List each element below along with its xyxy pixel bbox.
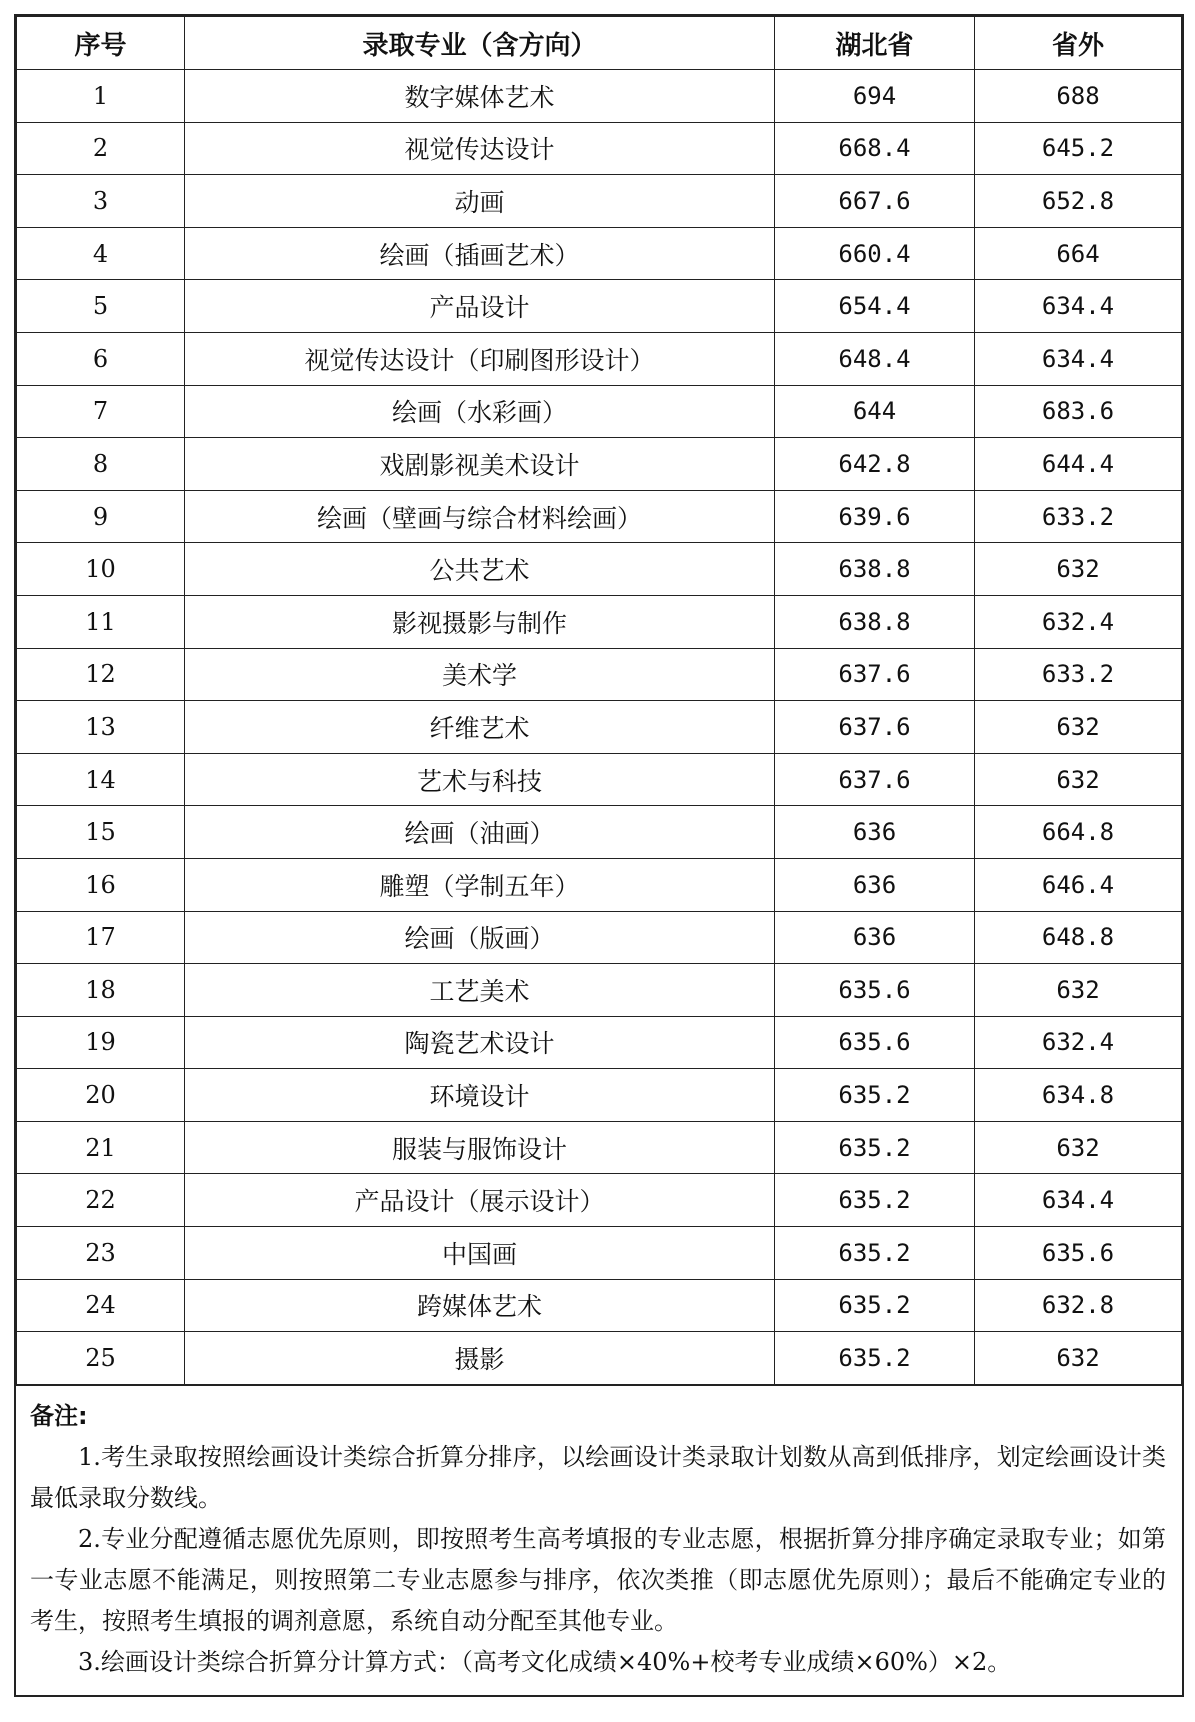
row-outside-score-cell: 664.8 <box>975 806 1182 859</box>
header-major: 录取专业（含方向） <box>185 17 775 70</box>
row-hubei-score-cell: 642.8 <box>775 438 975 491</box>
row-major-cell: 动画 <box>185 175 775 228</box>
row-hubei-score-cell: 668.4 <box>775 122 975 175</box>
table-row <box>17 175 1182 228</box>
row-hubei-score-cell: 639.6 <box>775 490 975 543</box>
table-row <box>17 1121 1182 1174</box>
table-row <box>17 1016 1182 1069</box>
row-index-cell: 20 <box>17 1069 185 1122</box>
row-major-cell: 雕塑（学制五年） <box>185 858 775 911</box>
row-outside-score-cell: 632 <box>975 964 1182 1017</box>
row-outside-score-cell: 688 <box>975 70 1182 123</box>
row-hubei-score-cell: 635.2 <box>775 1121 975 1174</box>
row-major-cell: 艺术与科技 <box>185 753 775 806</box>
row-hubei-score-cell: 637.6 <box>775 648 975 701</box>
row-outside-score-cell: 645.2 <box>975 122 1182 175</box>
row-major-cell: 纤维艺术 <box>185 701 775 754</box>
row-major-cell: 摄影 <box>185 1332 775 1385</box>
header-hubei: 湖北省 <box>775 17 975 70</box>
row-major-cell: 绘画（插画艺术） <box>185 227 775 280</box>
row-major-cell: 绘画（水彩画） <box>185 385 775 438</box>
row-hubei-score-cell: 660.4 <box>775 227 975 280</box>
table-row <box>17 1069 1182 1122</box>
row-index-cell: 15 <box>17 806 185 859</box>
table-row <box>17 122 1182 175</box>
row-outside-score-cell: 634.8 <box>975 1069 1182 1122</box>
row-index-cell: 12 <box>17 648 185 701</box>
row-index-cell: 17 <box>17 911 185 964</box>
row-index-cell: 18 <box>17 964 185 1017</box>
row-hubei-score-cell: 635.2 <box>775 1069 975 1122</box>
row-major-cell: 工艺美术 <box>185 964 775 1017</box>
row-hubei-score-cell: 635.6 <box>775 1016 975 1069</box>
row-outside-score-cell: 633.2 <box>975 490 1182 543</box>
row-hubei-score-cell: 635.2 <box>775 1332 975 1385</box>
row-outside-score-cell: 652.8 <box>975 175 1182 228</box>
row-major-cell: 公共艺术 <box>185 543 775 596</box>
row-outside-score-cell: 632 <box>975 543 1182 596</box>
row-index-cell: 8 <box>17 438 185 491</box>
table-row <box>17 806 1182 859</box>
row-hubei-score-cell: 637.6 <box>775 701 975 754</box>
row-hubei-score-cell: 654.4 <box>775 280 975 333</box>
row-index-cell: 5 <box>17 280 185 333</box>
row-major-cell: 数字媒体艺术 <box>185 70 775 123</box>
row-hubei-score-cell: 648.4 <box>775 332 975 385</box>
admission-score-table <box>16 16 1182 1385</box>
row-hubei-score-cell: 635.2 <box>775 1174 975 1227</box>
row-major-cell: 服装与服饰设计 <box>185 1121 775 1174</box>
table-body <box>17 70 1182 1385</box>
row-hubei-score-cell: 635.2 <box>775 1279 975 1332</box>
row-index-cell: 11 <box>17 595 185 648</box>
table-row <box>17 332 1182 385</box>
row-outside-score-cell: 632.8 <box>975 1279 1182 1332</box>
row-hubei-score-cell: 636 <box>775 858 975 911</box>
row-index-cell: 22 <box>17 1174 185 1227</box>
row-major-cell: 产品设计 <box>185 280 775 333</box>
row-index-cell: 19 <box>17 1016 185 1069</box>
row-major-cell: 环境设计 <box>185 1069 775 1122</box>
row-outside-score-cell: 632 <box>975 1121 1182 1174</box>
row-hubei-score-cell: 636 <box>775 806 975 859</box>
row-index-cell: 6 <box>17 332 185 385</box>
row-hubei-score-cell: 638.8 <box>775 543 975 596</box>
row-outside-score-cell: 683.6 <box>975 385 1182 438</box>
row-outside-score-cell: 632.4 <box>975 1016 1182 1069</box>
row-major-cell: 中国画 <box>185 1227 775 1280</box>
notes-title: 备注: <box>30 1401 88 1430</box>
row-major-cell: 视觉传达设计（印刷图形设计） <box>185 332 775 385</box>
table-row <box>17 911 1182 964</box>
table-row <box>17 227 1182 280</box>
table-row <box>17 280 1182 333</box>
row-index-cell: 1 <box>17 70 185 123</box>
table-row <box>17 701 1182 754</box>
table-row <box>17 858 1182 911</box>
row-outside-score-cell: 648.8 <box>975 911 1182 964</box>
row-index-cell: 16 <box>17 858 185 911</box>
row-index-cell: 9 <box>17 490 185 543</box>
row-index-cell: 7 <box>17 385 185 438</box>
row-outside-score-cell: 632 <box>975 701 1182 754</box>
table-row <box>17 1227 1182 1280</box>
table-header-row <box>17 17 1182 70</box>
row-outside-score-cell: 634.4 <box>975 332 1182 385</box>
table-row <box>17 595 1182 648</box>
row-index-cell: 3 <box>17 175 185 228</box>
admission-score-sheet <box>14 14 1184 1697</box>
table-row <box>17 1174 1182 1227</box>
row-index-cell: 2 <box>17 122 185 175</box>
table-row <box>17 70 1182 123</box>
row-index-cell: 21 <box>17 1121 185 1174</box>
header-index: 序号 <box>17 17 185 70</box>
row-major-cell: 绘画（壁画与综合材料绘画） <box>185 490 775 543</box>
row-hubei-score-cell: 638.8 <box>775 595 975 648</box>
row-hubei-score-cell: 635.6 <box>775 964 975 1017</box>
table-row <box>17 385 1182 438</box>
table-row <box>17 1332 1182 1385</box>
row-outside-score-cell: 646.4 <box>975 858 1182 911</box>
notes-section <box>16 1385 1182 1695</box>
row-outside-score-cell: 634.4 <box>975 280 1182 333</box>
table-row <box>17 543 1182 596</box>
row-outside-score-cell: 632.4 <box>975 595 1182 648</box>
row-major-cell: 陶瓷艺术设计 <box>185 1016 775 1069</box>
header-outside: 省外 <box>975 17 1182 70</box>
row-major-cell: 绘画（版画） <box>185 911 775 964</box>
row-major-cell: 产品设计（展示设计） <box>185 1174 775 1227</box>
row-major-cell: 跨媒体艺术 <box>185 1279 775 1332</box>
row-outside-score-cell: 635.6 <box>975 1227 1182 1280</box>
row-index-cell: 13 <box>17 701 185 754</box>
row-outside-score-cell: 644.4 <box>975 438 1182 491</box>
row-hubei-score-cell: 694 <box>775 70 975 123</box>
note-item-3: 3.绘画设计类综合折算分计算方式：（高考文化成绩×40%+校考专业成绩×60%）×2。 <box>78 1647 1012 1676</box>
note-item-2: 2.专业分配遵循志愿优先原则，即按照考生高考填报的专业志愿，根据折算分排序确定录取专业；如第一专业志愿不能满足，则按照第二专业志愿参与排序，依次类推（即志愿优先原则）；最后不能确定专业的考生，按照考生填报的调剂意愿，系统自动分配至其他专业。 <box>30 1524 1166 1635</box>
table-row <box>17 438 1182 491</box>
table-row <box>17 964 1182 1017</box>
row-major-cell: 绘画（油画） <box>185 806 775 859</box>
row-outside-score-cell: 633.2 <box>975 648 1182 701</box>
row-index-cell: 14 <box>17 753 185 806</box>
table-row <box>17 648 1182 701</box>
table-row <box>17 1279 1182 1332</box>
row-index-cell: 25 <box>17 1332 185 1385</box>
row-index-cell: 23 <box>17 1227 185 1280</box>
row-hubei-score-cell: 637.6 <box>775 753 975 806</box>
row-index-cell: 24 <box>17 1279 185 1332</box>
row-index-cell: 10 <box>17 543 185 596</box>
row-major-cell: 美术学 <box>185 648 775 701</box>
note-item-1: 1.考生录取按照绘画设计类综合折算分排序，以绘画设计类录取计划数从高到低排序，划定绘画设计类最低录取分数线。 <box>30 1442 1166 1512</box>
row-hubei-score-cell: 667.6 <box>775 175 975 228</box>
row-major-cell: 戏剧影视美术设计 <box>185 438 775 491</box>
row-hubei-score-cell: 635.2 <box>775 1227 975 1280</box>
table-row <box>17 490 1182 543</box>
table-row <box>17 753 1182 806</box>
row-outside-score-cell: 632 <box>975 753 1182 806</box>
row-outside-score-cell: 634.4 <box>975 1174 1182 1227</box>
row-major-cell: 视觉传达设计 <box>185 122 775 175</box>
row-major-cell: 影视摄影与制作 <box>185 595 775 648</box>
row-hubei-score-cell: 636 <box>775 911 975 964</box>
row-outside-score-cell: 664 <box>975 227 1182 280</box>
row-index-cell: 4 <box>17 227 185 280</box>
row-outside-score-cell: 632 <box>975 1332 1182 1385</box>
row-hubei-score-cell: 644 <box>775 385 975 438</box>
